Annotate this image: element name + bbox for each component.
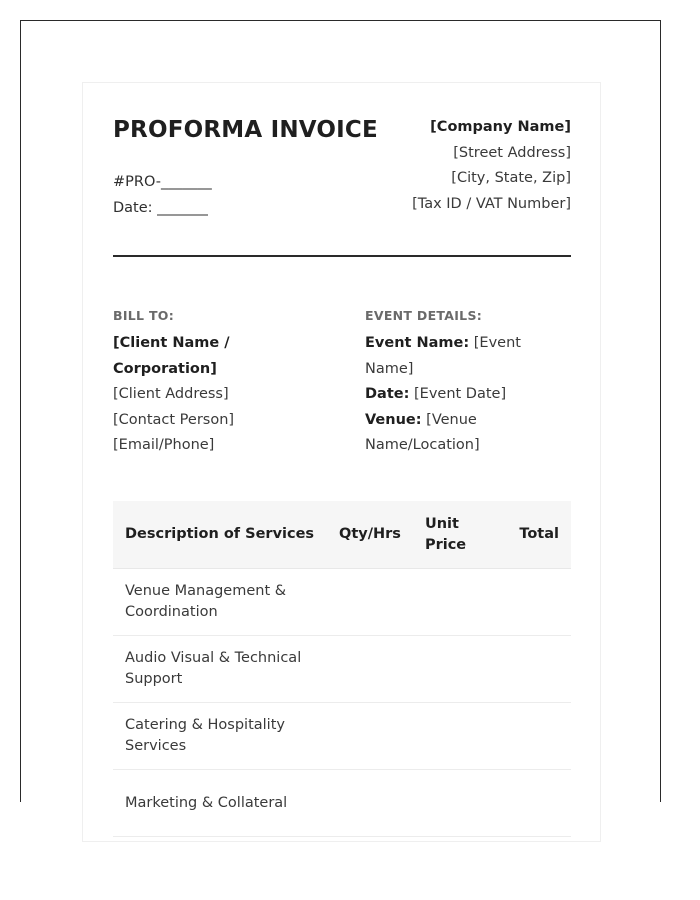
- table-row: [113, 569, 571, 636]
- service-description: Audio Visual & Technical Support: [113, 636, 327, 703]
- header-total: Total: [492, 501, 571, 569]
- event-details-section: [365, 307, 571, 459]
- client-name: [Client Name / Corporation]: [113, 335, 230, 377]
- table-row: [113, 770, 571, 837]
- event-name-label: Event Name:: [365, 335, 470, 351]
- service-total: [492, 636, 571, 703]
- service-description: Catering & Hospitality Services: [113, 703, 327, 770]
- service-qty: [327, 703, 413, 770]
- company-city: [City, State, Zip]: [451, 170, 571, 186]
- company-street: [Street Address]: [453, 144, 571, 161]
- header-qty: Qty/Hrs: [327, 501, 413, 569]
- event-venue-row: [365, 408, 571, 459]
- service-total: [492, 569, 571, 636]
- event-venue-value: [Venue Name/Location]: [365, 411, 480, 453]
- service-total: [492, 770, 571, 837]
- event-venue-label: Venue:: [365, 411, 422, 428]
- event-details-label: EVENT DETAILS:: [365, 308, 483, 323]
- client-contact: [Contact Person]: [113, 411, 235, 428]
- invoice-title: PROFORMA INVOICE: [113, 117, 378, 143]
- bill-to-section: [113, 307, 313, 459]
- header-divider: [113, 255, 571, 257]
- table-row: [113, 636, 571, 703]
- services-header-row: [113, 501, 571, 569]
- event-name-row: [365, 331, 571, 382]
- service-description: Venue Management & Coordination: [113, 569, 327, 636]
- service-unit-price: [413, 569, 492, 636]
- page-viewport: [20, 20, 661, 811]
- service-description: Marketing & Collateral: [113, 770, 327, 837]
- service-unit-price: [413, 770, 492, 837]
- invoice-sheet: [82, 82, 601, 842]
- header-description: Description of Services: [113, 501, 327, 569]
- client-address: [Client Address]: [113, 386, 229, 402]
- invoice-date: Date: _______: [113, 200, 208, 216]
- event-name-value: [Event Name]: [365, 335, 521, 377]
- company-name: [Company Name]: [430, 119, 571, 135]
- invoice-meta: [113, 169, 212, 221]
- event-date-value: [Event Date]: [414, 386, 507, 402]
- service-unit-price: [413, 636, 492, 703]
- services-table: [113, 501, 571, 837]
- company-tax-id: [Tax ID / VAT Number]: [412, 195, 571, 212]
- event-date-row: [365, 382, 571, 408]
- client-email: [Email/Phone]: [113, 437, 215, 453]
- table-row: [113, 703, 571, 770]
- bill-to-label: BILL TO:: [113, 308, 175, 323]
- service-total: [492, 703, 571, 770]
- company-info: [412, 115, 571, 217]
- service-qty: [327, 636, 413, 703]
- service-unit-price: [413, 703, 492, 770]
- header-unit-price: Unit Price: [413, 501, 492, 569]
- invoice-number: #PRO-_______: [113, 174, 212, 190]
- service-qty: [327, 770, 413, 837]
- service-qty: [327, 569, 413, 636]
- event-date-label: Date:: [365, 386, 410, 402]
